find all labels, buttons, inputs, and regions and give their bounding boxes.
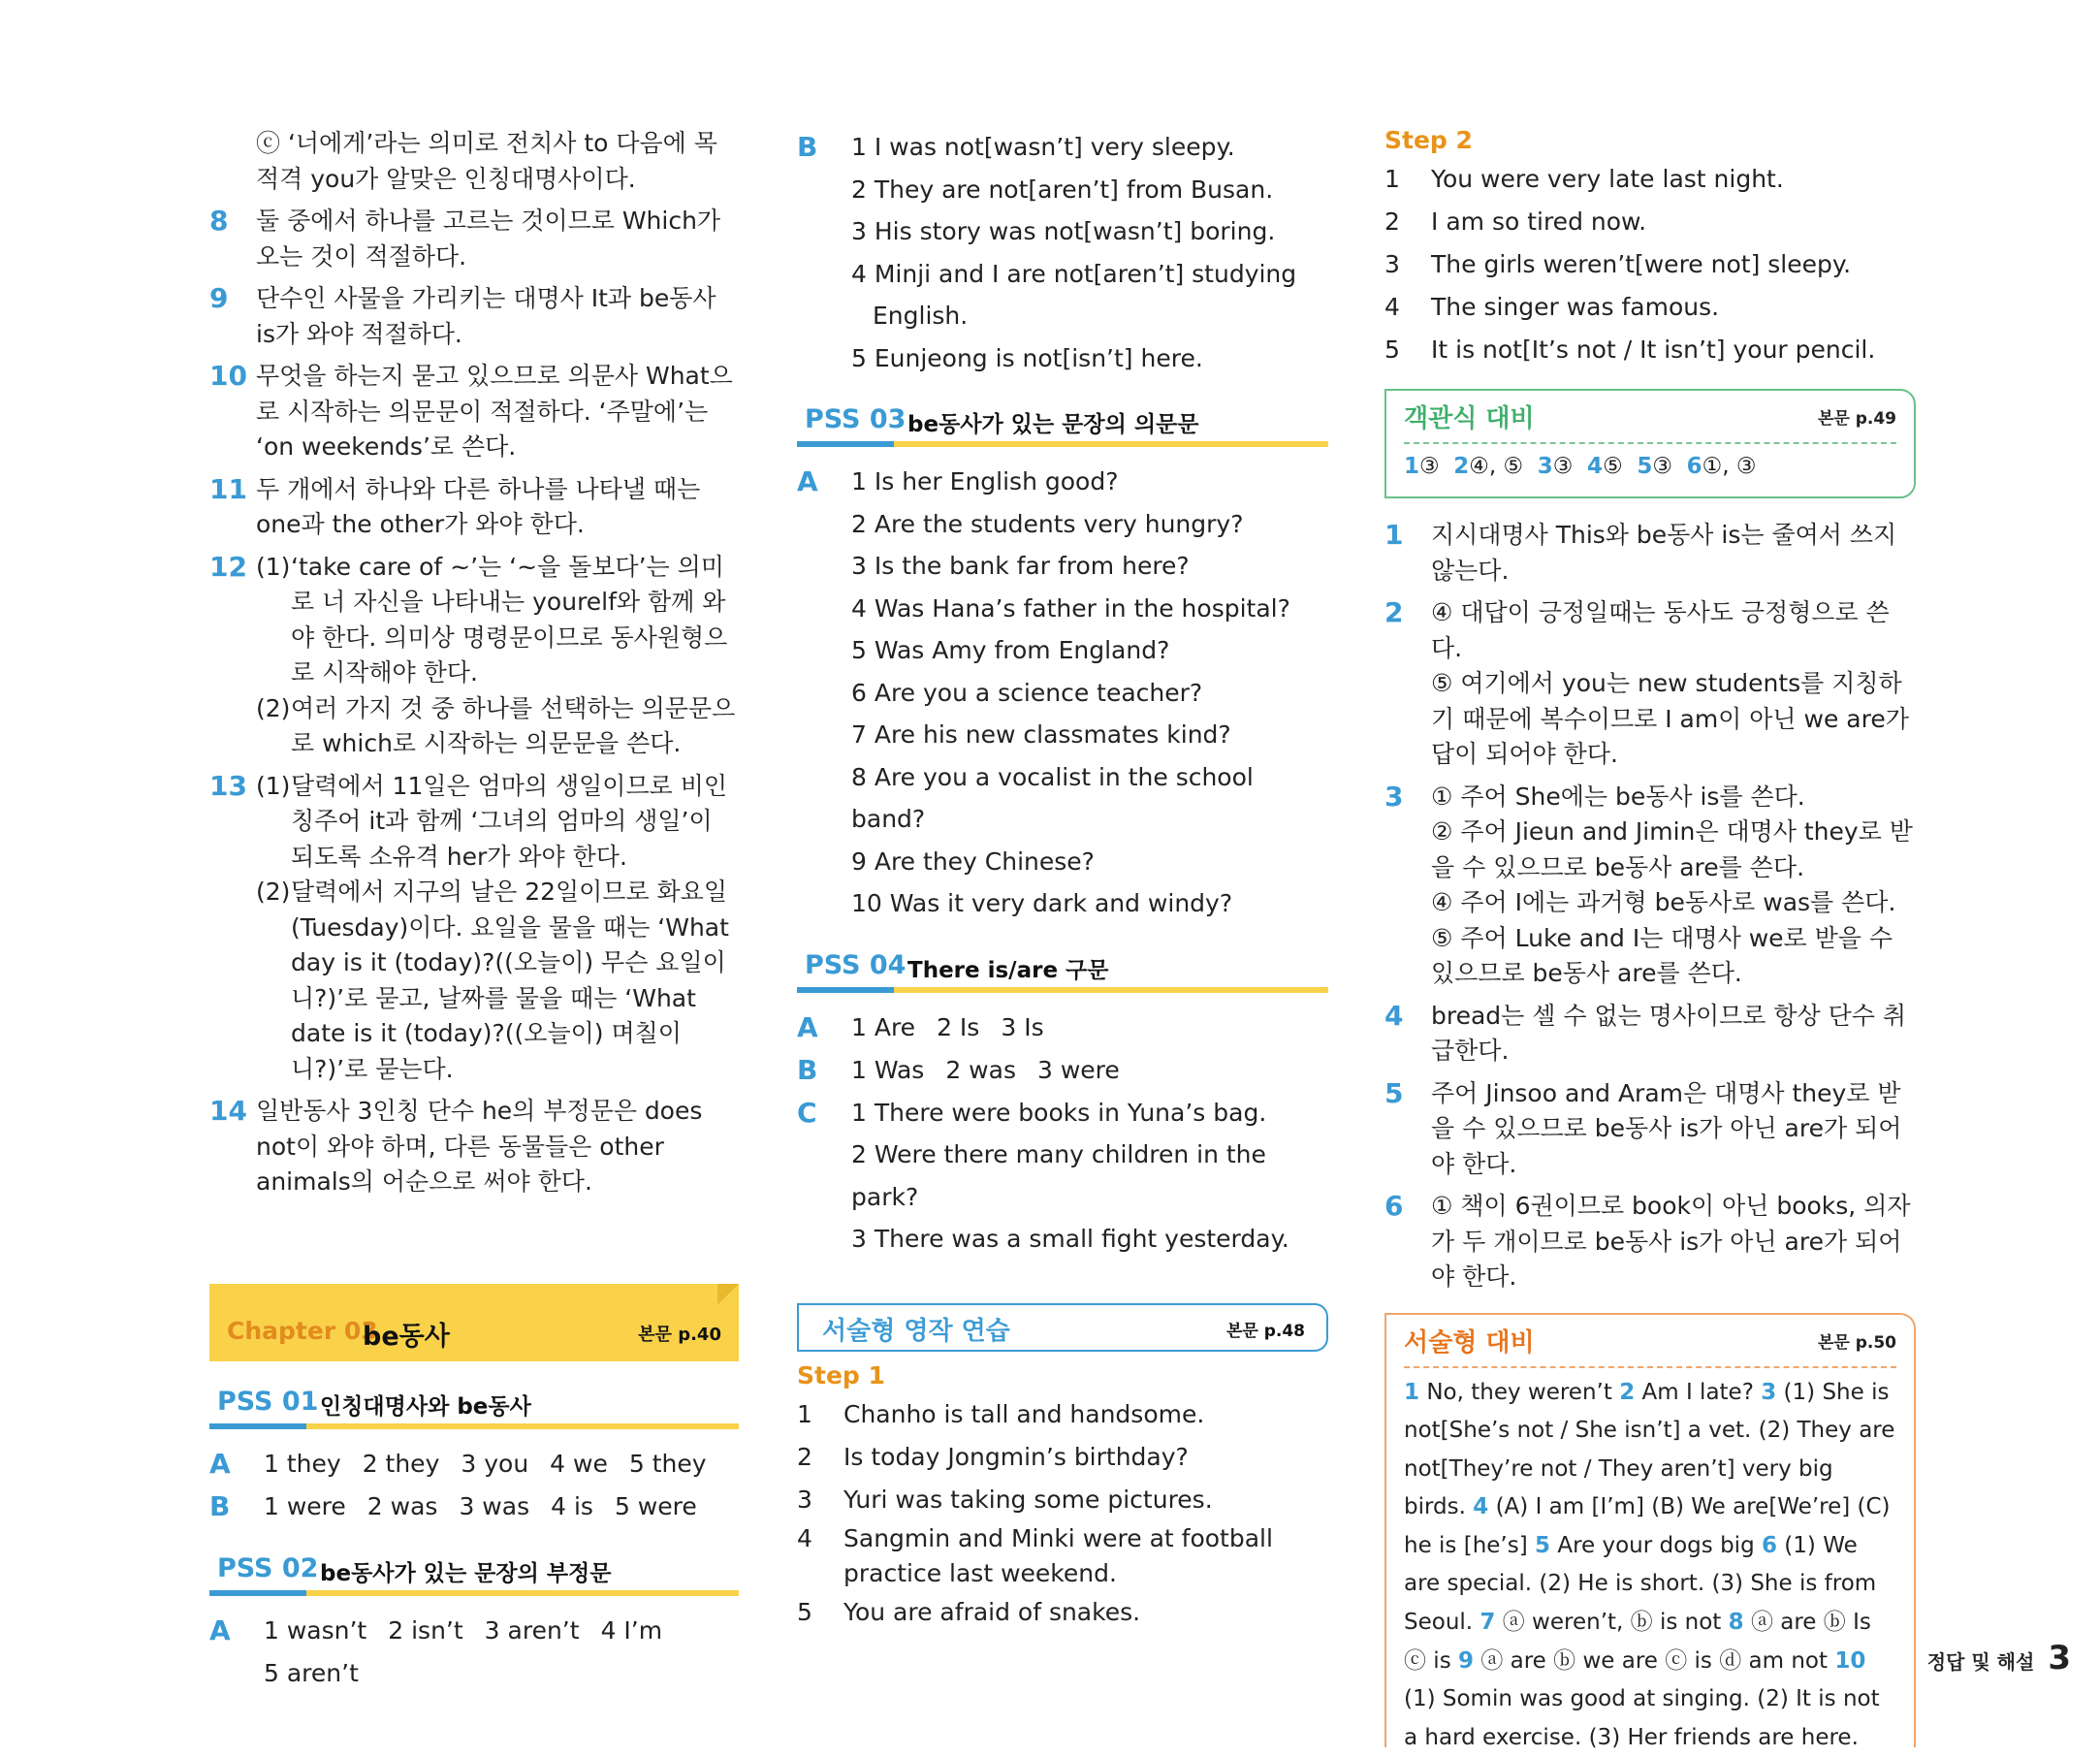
answer-value: 2 isn’t xyxy=(388,1610,462,1652)
step-label: Step 1 xyxy=(797,1361,1328,1390)
answer-line: 10 Was it very dark and windy? xyxy=(851,882,1328,925)
sub-marker: (2) xyxy=(256,875,291,1087)
page-reference: 본문 p.49 xyxy=(1818,404,1896,429)
answer-line: 1 There were books in Yuna’s bag. xyxy=(851,1092,1328,1134)
objective-prep-box xyxy=(1384,389,1916,498)
answer-value: 1 wasn’t xyxy=(264,1610,366,1652)
chapter-title: be동사 xyxy=(363,1315,450,1353)
underline-yellow xyxy=(894,441,1328,447)
page-reference: 본문 p.40 xyxy=(638,1321,721,1346)
answer-value: 1 Was xyxy=(851,1049,924,1092)
pss-title: be동사가 있는 문장의 부정문 xyxy=(320,1555,611,1587)
answer-value: 3 were xyxy=(1037,1049,1120,1092)
pss-code: PSS 04 xyxy=(805,950,906,980)
pss-title: There is/are 구문 xyxy=(907,952,1109,984)
question-number: 8 xyxy=(1729,1610,1744,1635)
answer-line: 3 His story was not[wasn’t] boring. xyxy=(851,210,1328,253)
answer-text: (1) Somin was good at singing. (2) It is not a hard exercise. (3) Her friends are here. xyxy=(1404,1686,1880,1750)
step-sentence: The girls weren’t[were not] sleepy. xyxy=(1431,243,1916,286)
answer-text: (1) She is not[She’s not / She isn’t] a vet. (2) They are not[They’re not / They aren’t] very big birds. xyxy=(1404,1380,1894,1520)
answer-line: 4 Was Hana’s father in the hospital? xyxy=(851,588,1328,630)
explanation-item xyxy=(209,281,739,352)
step-number: 1 xyxy=(797,1393,843,1436)
question-number: 2 xyxy=(1453,454,1469,479)
answer-value: ⑤ xyxy=(1603,454,1623,479)
step-number: 4 xyxy=(1384,286,1431,329)
answer-letter: C xyxy=(797,1092,851,1261)
answer-value: ④, ⑤ xyxy=(1469,454,1523,479)
answer-value: 1 Are xyxy=(851,1006,915,1049)
pss-01-header xyxy=(209,1381,739,1429)
step-row xyxy=(1384,158,1916,201)
answer-text: Are your dogs big xyxy=(1550,1533,1762,1558)
question-number: 3 xyxy=(1761,1380,1776,1405)
answer-value: 1 they xyxy=(264,1443,341,1485)
objective-explanations xyxy=(1384,518,1916,1295)
item-number: 8 xyxy=(209,204,256,240)
item-text: 지시대명사 This와 be동사 is는 줄여서 쓰지 않는다. xyxy=(1431,518,1916,589)
explanation-item xyxy=(1384,999,1916,1070)
answer-value: 4 I’m xyxy=(601,1610,663,1652)
item-text: ④ 주어 I에는 과거형 be동사로 was를 쓴다. xyxy=(1431,885,1916,921)
answer-letter: B xyxy=(797,126,851,379)
answer-line: 3 Is the bank far from here? xyxy=(851,545,1328,588)
page-reference: 본문 p.48 xyxy=(1226,1317,1305,1341)
pss-03-header xyxy=(797,399,1328,447)
step-sentence: You are afraid of snakes. xyxy=(843,1591,1328,1634)
answer-line: 7 Are his new classmates kind? xyxy=(851,714,1328,756)
underline-blue xyxy=(797,441,894,447)
item-number: 10 xyxy=(209,359,256,395)
pss-02-header xyxy=(209,1548,739,1596)
step-sentence: You were very late last night. xyxy=(1431,158,1916,201)
column-left xyxy=(209,126,739,1695)
item-text: ⑤ 여기에서 you는 new students를 지칭하기 때문에 복수이므로 I am이 아닌 we are가 답이 되어야 한다. xyxy=(1431,666,1916,773)
answer-line: 2 They are not[aren’t] from Busan. xyxy=(851,169,1328,211)
item-number: 3 xyxy=(1384,780,1431,815)
answer-value: ③ xyxy=(1553,454,1574,479)
answer-text: ⓐ are ⓑ we are ⓒ is ⓓ am not xyxy=(1474,1648,1834,1674)
answer-value: 2 Is xyxy=(937,1006,979,1049)
sub-marker: (1) xyxy=(256,550,291,691)
underline-blue xyxy=(797,987,894,993)
item-text: ① 책이 6권이므로 book이 아닌 books, 의자가 두 개이므로 be동사 is가 아닌 are가 되어야 한다. xyxy=(1431,1189,1916,1295)
explanation-item xyxy=(209,472,739,543)
question-number: 5 xyxy=(1535,1533,1550,1558)
step-number: 1 xyxy=(1384,158,1431,201)
item-text: 단수인 사물을 가리키는 대명사 It과 be동사 is가 와야 적절하다. xyxy=(256,281,739,352)
step-sentence: Chanho is tall and handsome. xyxy=(843,1393,1328,1436)
underline-yellow xyxy=(306,1590,739,1596)
step-row xyxy=(1384,329,1916,371)
answer-line: 2 Were there many children in the park? xyxy=(851,1134,1328,1218)
answer-line: 2 Are the students very hungry? xyxy=(851,503,1328,546)
answer-value: ①, ③ xyxy=(1702,454,1757,479)
answer-line: 6 Are you a science teacher? xyxy=(851,672,1328,715)
answer-text: (A) I am [I’m] (B) We are[We’re] (C) he is [he’s] xyxy=(1404,1494,1891,1558)
step-row xyxy=(797,1393,1328,1436)
answer-value: 3 was xyxy=(459,1485,529,1528)
item-text: ④ 대답이 긍정일때는 동사도 긍정형으로 쓴다. xyxy=(1431,595,1916,666)
answer-letter: A xyxy=(209,1610,264,1695)
step-number: 2 xyxy=(797,1436,843,1479)
section-title: 객관식 대비 xyxy=(1404,399,1535,434)
pss-title: 인칭대명사와 be동사 xyxy=(320,1389,531,1421)
step-sentence: It is not[It’s not / It isn’t] your pencil. xyxy=(1431,329,1916,371)
item-number: 5 xyxy=(1384,1076,1431,1112)
question-number: 4 xyxy=(1473,1494,1488,1519)
sub-marker: (2) xyxy=(256,691,291,762)
section-title: 서술형 대비 xyxy=(1404,1323,1535,1358)
page-number: 3 xyxy=(2048,1639,2071,1677)
answer-value: 4 we xyxy=(550,1443,608,1485)
question-number: 5 xyxy=(1637,454,1652,479)
answer-line: 1 I was not[wasn’t] very sleepy. xyxy=(851,126,1328,169)
footer-label: 정답 및 해설 xyxy=(1927,1646,2035,1675)
sub-text: ‘take care of ~’는 ‘~을 돌보다’는 의미로 너 자신을 나타내는 yourelf와 함께 와야 한다. 의미상 명령문이므로 동사원형으로 시작해야 한다. xyxy=(291,550,739,691)
item-text: ① 주어 She에는 be동사 is를 쓴다. xyxy=(1431,780,1916,815)
answer-line: 5 Was Amy from England? xyxy=(851,629,1328,672)
chapter-banner xyxy=(209,1284,739,1361)
question-number: 1 xyxy=(1404,454,1419,479)
item-text: bread는 셀 수 없는 명사이므로 항상 단수 취급한다. xyxy=(1431,999,1916,1070)
question-number: 10 xyxy=(1834,1648,1865,1674)
step-sentence: Sangmin and Minki were at football practice last weekend. xyxy=(843,1521,1328,1591)
writing-practice-header xyxy=(797,1303,1328,1352)
answer-value: 3 aren’t xyxy=(485,1610,580,1652)
step-sentence: Is today Jongmin’s birthday? xyxy=(843,1436,1328,1479)
step-sentence: The singer was famous. xyxy=(1431,286,1916,329)
question-number: 4 xyxy=(1587,454,1603,479)
step-number: 3 xyxy=(797,1479,843,1521)
answer-row xyxy=(797,1049,1328,1092)
item-number: 4 xyxy=(1384,999,1431,1035)
explanation-item xyxy=(1384,1076,1916,1183)
step-sentence: I am so tired now. xyxy=(1431,201,1916,243)
step-number: 3 xyxy=(1384,243,1431,286)
answer-value: 5 they xyxy=(629,1443,707,1485)
step-row xyxy=(1384,201,1916,243)
step-number: 5 xyxy=(1384,329,1431,371)
answer-line: 8 Are you a vocalist in the school band? xyxy=(851,756,1328,841)
column-middle xyxy=(797,126,1328,1634)
page-footer xyxy=(1927,1639,2071,1677)
step-row xyxy=(1384,243,1916,286)
answer-text: No, they weren’t xyxy=(1419,1380,1619,1405)
answer-value: 5 were xyxy=(615,1485,697,1528)
answer-value: 3 you xyxy=(461,1443,528,1485)
sub-marker: (1) xyxy=(256,769,291,876)
item-text: ⑤ 주어 Luke and I는 대명사 we로 받을 수 있으므로 be동사 are를 쓴다. xyxy=(1431,921,1916,992)
step-row xyxy=(1384,286,1916,329)
underline-yellow xyxy=(894,987,1328,993)
question-number: 9 xyxy=(1458,1648,1474,1674)
item-number: 2 xyxy=(1384,595,1431,631)
underline-blue xyxy=(209,1423,306,1429)
sub-text: 여러 가지 것 중 하나를 선택하는 의문문으로 which로 시작하는 의문문을 쓴다. xyxy=(291,691,739,762)
answer-line: 9 Are they Chinese? xyxy=(851,841,1328,883)
item-number: 11 xyxy=(209,472,256,508)
item-number: 14 xyxy=(209,1094,256,1130)
answer-text: (1) We are special. (2) He is short. (3) She is from Seoul. xyxy=(1404,1533,1876,1635)
explanation-item xyxy=(1384,780,1916,992)
answer-value: ③ xyxy=(1652,454,1672,479)
pss-code: PSS 02 xyxy=(217,1553,318,1583)
pss-code: PSS 03 xyxy=(805,404,906,434)
answer-value: 2 was xyxy=(945,1049,1016,1092)
page-fold-icon xyxy=(717,1284,739,1305)
writing-prep-box xyxy=(1384,1313,1916,1747)
pss-title: be동사가 있는 문장의 의문문 xyxy=(907,406,1198,438)
explanation-item xyxy=(1384,518,1916,589)
underline-blue xyxy=(209,1590,306,1596)
step-row xyxy=(797,1591,1328,1634)
step-number: 4 xyxy=(797,1521,843,1591)
answer-value: 2 they xyxy=(363,1443,440,1485)
answer-value: 4 is xyxy=(551,1485,593,1528)
item-text: 무엇을 하는지 묻고 있으므로 의문사 What으로 시작하는 의문문이 적절하다. ‘주말에’는 ‘on weekends’로 쓴다. xyxy=(256,359,739,465)
objective-answers xyxy=(1404,444,1896,489)
answer-value: 1 were xyxy=(264,1485,346,1528)
item-text: 두 개에서 하나와 다른 하나를 나타낼 때는 one과 the other가 와야 한다. xyxy=(256,472,739,543)
answer-row xyxy=(797,1006,1328,1049)
step-row xyxy=(797,1521,1328,1591)
answer-letter: A xyxy=(797,1006,851,1049)
step-row xyxy=(797,1479,1328,1521)
answer-block-b xyxy=(797,126,1328,379)
answer-letter: B xyxy=(797,1049,851,1092)
explanation-item xyxy=(209,204,739,274)
answer-row xyxy=(209,1485,739,1528)
question-number: 1 xyxy=(1404,1380,1419,1405)
pss-code: PSS 01 xyxy=(217,1387,318,1417)
answer-letter: B xyxy=(209,1485,264,1528)
item-number: 12 xyxy=(209,550,256,586)
answer-block-a xyxy=(797,461,1328,925)
explanation-item xyxy=(1384,595,1916,773)
step-sentence: Yuri was taking some pictures. xyxy=(843,1479,1328,1521)
question-number: 7 xyxy=(1480,1610,1495,1635)
answer-line: 1 Is her English good? xyxy=(851,461,1328,503)
item-number: 9 xyxy=(209,281,256,317)
question-number: 3 xyxy=(1538,454,1553,479)
sub-text: 달력에서 11일은 엄마의 생일이므로 비인칭주어 it과 함께 ‘그녀의 엄마의 생일’이 되도록 소유격 her가 와야 한다. xyxy=(291,769,739,876)
answer-value: 2 was xyxy=(367,1485,438,1528)
answer-value: 5 aren’t xyxy=(264,1652,359,1695)
column-right xyxy=(1384,126,1916,1747)
item-number: 1 xyxy=(1384,518,1431,554)
explanation-item-13 xyxy=(209,769,739,1088)
answer-value: ③ xyxy=(1419,454,1440,479)
question-number: 6 xyxy=(1687,454,1702,479)
section-title: 서술형 영작 연습 xyxy=(822,1311,1010,1347)
explanation-item-12 xyxy=(209,550,739,762)
page-reference: 본문 p.50 xyxy=(1818,1328,1896,1353)
step-label: Step 2 xyxy=(1384,126,1916,154)
explanation-item-14 xyxy=(209,1094,739,1200)
answer-row xyxy=(209,1443,739,1485)
explanation-item xyxy=(209,126,739,197)
item-text: 둘 중에서 하나를 고르는 것이므로 Which가 오는 것이 적절하다. xyxy=(256,204,739,274)
answer-line: English. xyxy=(851,295,1328,337)
answer-row xyxy=(209,1610,739,1695)
answer-line: 5 Eunjeong is not[isn’t] here. xyxy=(851,337,1328,380)
item-number: 13 xyxy=(209,769,256,805)
answer-letter: A xyxy=(797,461,851,925)
item-text: ② 주어 Jieun and Jimin은 대명사 they로 받을 수 있으므로 be동사 are를 쓴다. xyxy=(1431,815,1916,885)
question-number: 2 xyxy=(1619,1380,1635,1405)
answer-line: 3 There was a small fight yesterday. xyxy=(851,1218,1328,1261)
writing-answers xyxy=(1404,1374,1896,1757)
answer-value: 3 Is xyxy=(1001,1006,1043,1049)
step-number: 2 xyxy=(1384,201,1431,243)
chapter-label: Chapter 03 xyxy=(227,1317,378,1345)
answer-text: Am I late? xyxy=(1635,1380,1761,1405)
explanation-item xyxy=(1384,1189,1916,1295)
step-number: 5 xyxy=(797,1591,843,1634)
sub-text: 달력에서 지구의 날은 22일이므로 화요일(Tuesday)이다. 요일을 물을 때는 ‘What day is it (today)?((오늘이) 무슨 요일이니?)’로 묻고, 날짜를 물을 때는 ‘What date is it (today)?((오늘이) 며칠이니?)’로 묻는다. xyxy=(291,875,739,1087)
pss-04-header xyxy=(797,944,1328,993)
answer-block-c xyxy=(797,1092,1328,1261)
answer-line: 4 Minji and I are not[aren’t] studying xyxy=(851,253,1328,296)
answer-text: ⓐ weren’t, ⓑ is not xyxy=(1495,1610,1728,1635)
answer-letter: A xyxy=(209,1443,264,1485)
item-number: 6 xyxy=(1384,1189,1431,1225)
item-text: 일반동사 3인칭 단수 he의 부정문은 does not이 와야 하며, 다른 동물들은 other animals의 어순으로 써야 한다. xyxy=(256,1094,739,1200)
answer-text: ⓐ are ⓑ Is ⓒ is xyxy=(1404,1610,1871,1674)
question-number: 6 xyxy=(1762,1533,1777,1558)
item-text: 주어 Jinsoo and Aram은 대명사 they로 받을 수 있으므로 be동사 is가 아닌 are가 되어야 한다. xyxy=(1431,1076,1916,1183)
underline-yellow xyxy=(306,1423,739,1429)
item-text: ⓒ ‘너에게’라는 의미로 전치사 to 다음에 목적격 you가 알맞은 인칭대명사이다. xyxy=(256,126,739,197)
step-row xyxy=(797,1436,1328,1479)
explanation-item xyxy=(209,359,739,465)
